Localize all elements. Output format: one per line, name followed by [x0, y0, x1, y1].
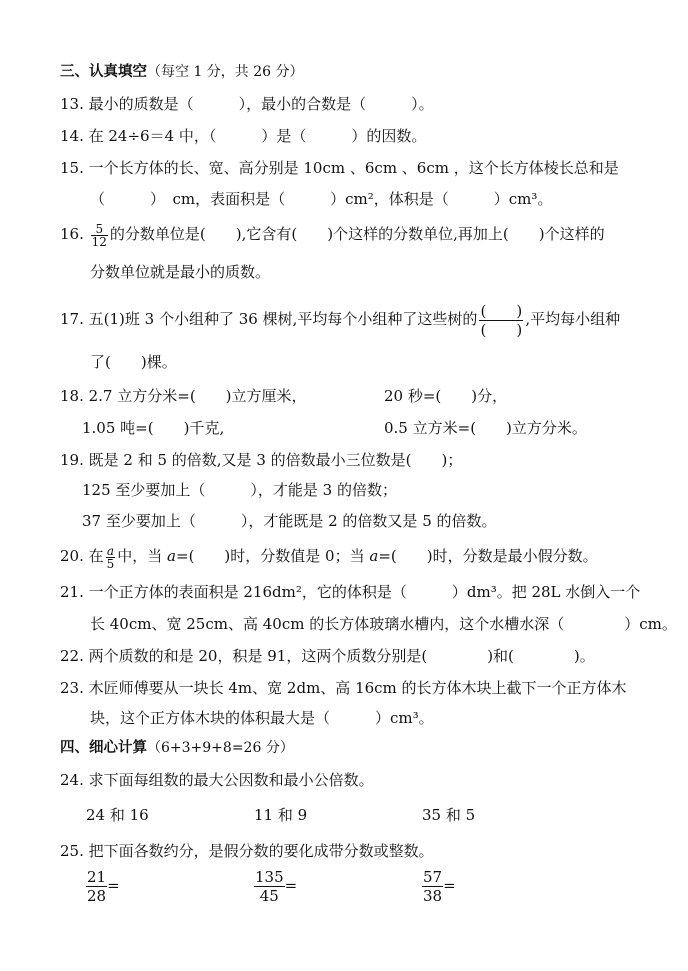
section-4-note: （6+3+9+8=26 分） — [147, 740, 294, 756]
question-18-a: 18. 2.7 立方分米=( )立方厘米， — [60, 387, 307, 405]
question-23-line-2: 块，这个正方体木块的体积最大是（ ）cm³。 — [90, 709, 434, 727]
question-21-line-1: 21. 一个正方体的表面积是 216dm²，它的体积是（ ）dm³。把 28L 水倒入一个 — [60, 583, 641, 601]
question-14: 14. 在 24÷6＝4 中，（ ）是（ ）的因数。 — [60, 127, 427, 145]
fraction-denominator: 12 — [91, 234, 107, 249]
question-16-number: 16. — [60, 225, 84, 243]
section-4-title: 四、细心计算 — [60, 740, 147, 756]
variable-a: a — [369, 547, 379, 565]
question-19-line-3: 37 至少要加上（ ），才能既是 2 的倍数又是 5 的倍数。 — [82, 512, 497, 530]
fraction-a-5 — [106, 545, 116, 570]
question-24-item-2: 11 和 9 — [254, 806, 308, 824]
question-24-item-3: 35 和 5 — [422, 806, 476, 824]
variable-a: a — [167, 547, 176, 565]
question-19-line-1: 19. 既是 2 和 5 的倍数,又是 3 的倍数最小三位数是( )； — [60, 451, 463, 469]
blank-fraction — [479, 302, 523, 339]
section-3-note: （每空 1 分，共 26 分） — [147, 64, 304, 80]
question-24-title: 24. 求下面每组数的最大公因数和最小公倍数。 — [60, 771, 374, 789]
question-16-line-1 — [60, 220, 605, 248]
question-16-line-2: 分数单位就是最小的质数。 — [90, 263, 271, 281]
question-18-c: 1.05 吨=( )千克, — [82, 419, 225, 437]
question-18-d: 0.5 立方米=( )立方分米。 — [384, 419, 587, 437]
section-3-heading — [60, 62, 304, 82]
question-19-line-2: 125 至少要加上（ ），才能是 3 的倍数； — [82, 481, 397, 499]
fraction-numerator: 21 — [87, 868, 107, 886]
question-20-text-2: =( )时，分数值是 0；当 — [176, 547, 370, 565]
question-23-line-1: 23. 木匠师傅要从一块长 4m、宽 2dm、高 16cm 的长方体木块上截下一个正方体木 — [60, 679, 627, 697]
fraction-5-12 — [91, 223, 108, 248]
blank-denominator: ( ) — [480, 320, 523, 339]
question-22: 22. 两个质数的和是 20，积是 91，这两个质数分别是( )和( )。 — [60, 647, 595, 665]
question-15-line-1: 15. 一个长方体的长、宽、高分别是 10cm 、6cm 、6cm ，这个长方体棱长总和是 — [60, 159, 619, 177]
question-25-fraction-2 — [254, 868, 297, 905]
equals-sign: = — [284, 876, 298, 895]
question-25-fraction-3 — [422, 868, 456, 905]
question-25-title: 25. 把下面各数约分，是假分数的要化成带分数或整数。 — [60, 842, 434, 860]
question-17-text-pre: 17. 五(1)班 3 个小组种了 36 棵树,平均每个小组种了这些树的 — [60, 310, 478, 328]
equals-sign: = — [107, 876, 120, 895]
fraction-numerator: 57 — [423, 868, 443, 886]
question-13: 13. 最小的质数是（ ），最小的合数是（ ）。 — [60, 95, 434, 113]
blank-numerator: ( ) — [480, 301, 523, 320]
section-3-title: 三、认真填空 — [60, 64, 147, 80]
equals-sign: = — [443, 876, 456, 895]
fraction-denominator: 38 — [423, 887, 443, 905]
question-20-text-pre: 20. 在 — [60, 547, 104, 565]
question-17-line-1 — [60, 300, 620, 339]
question-25-fraction-1 — [86, 868, 120, 905]
question-21-line-2: 长 40cm、宽 25cm、高 40cm 的长方体玻璃水槽内，这个水槽水深（ ）cm。 — [90, 615, 677, 633]
question-20 — [60, 540, 598, 572]
fraction-denominator: 45 — [259, 887, 279, 905]
fraction-denominator: 5 — [106, 556, 115, 571]
question-20-text-1: 中，当 — [117, 547, 168, 565]
question-24-item-1: 24 和 16 — [86, 806, 149, 824]
fraction-numerator: 5 — [91, 223, 108, 236]
question-17-line-2: 了( )棵。 — [90, 353, 177, 371]
question-20-text-3: =( )时，分数是最小假分数。 — [378, 547, 598, 565]
question-17-text-post: ,平均每小组种 — [525, 310, 621, 328]
question-18-b: 20 秒=( )分， — [384, 387, 508, 405]
fraction-numerator: a — [106, 543, 115, 558]
section-4-heading — [60, 738, 294, 758]
fraction-numerator: 135 — [255, 868, 284, 886]
question-16-text: 的分数单位是( ),它含有( )个这样的分数单位,再加上( )个这样的 — [109, 225, 605, 243]
fraction-denominator: 28 — [87, 887, 107, 905]
question-15-line-2: （ ） cm，表面积是（ ）cm²，体积是（ ）cm³。 — [90, 190, 553, 208]
